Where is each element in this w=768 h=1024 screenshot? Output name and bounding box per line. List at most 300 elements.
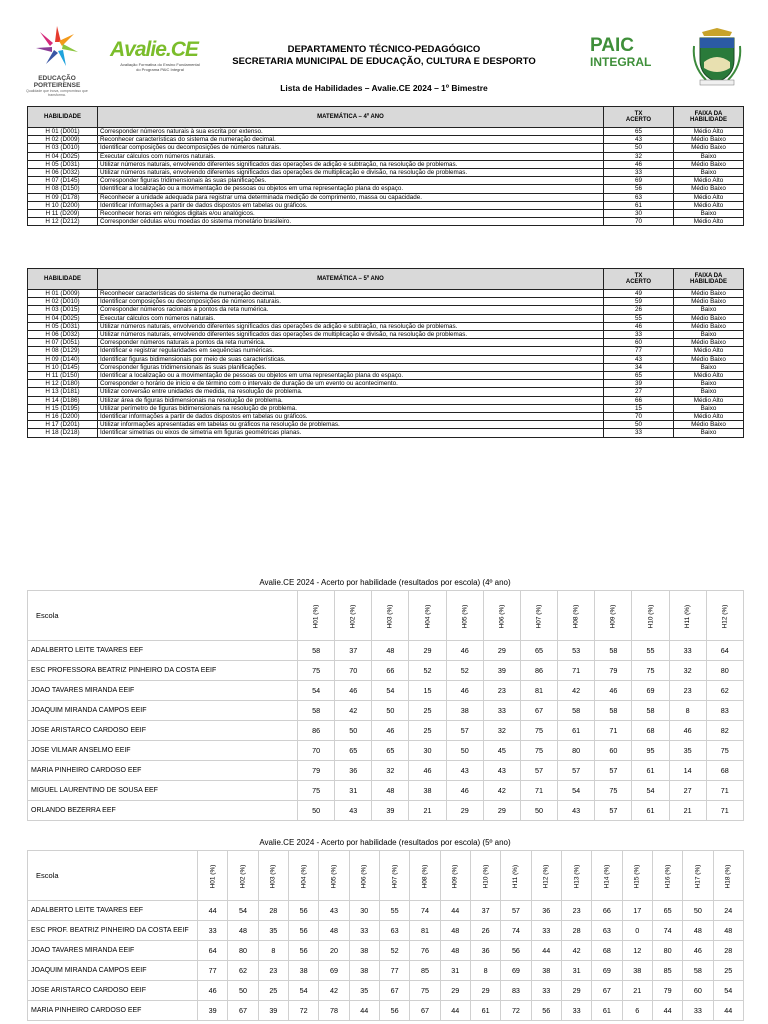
- acerto-value: 75: [520, 721, 557, 741]
- habilidade-column-label: H11 (%): [512, 864, 520, 889]
- habilidade-column-label: H01 (%): [209, 864, 217, 889]
- acerto-value: 66: [592, 901, 622, 921]
- habilidade-column-header: [298, 591, 335, 641]
- page-subtitle: Lista de Habilidades – Avalie.CE 2024 – 1º Bimestre: [280, 83, 488, 93]
- acerto-value: 80: [558, 741, 595, 761]
- tx-acerto-value: 50: [604, 421, 674, 429]
- table-row: [28, 413, 744, 421]
- acerto-value: 43: [558, 801, 595, 821]
- acerto-value: 50: [335, 721, 372, 741]
- tx-acerto-value: 50: [604, 144, 674, 152]
- tx-acerto-value: 77: [604, 347, 674, 355]
- table-row: [28, 193, 744, 201]
- acerto-value: 58: [595, 701, 632, 721]
- habilidade-code: H 16 (D200): [28, 413, 98, 421]
- acerto-value: 23: [561, 901, 591, 921]
- col-habilidade: HABILIDADE: [28, 107, 98, 128]
- acerto-value: 79: [652, 981, 682, 1001]
- habilidade-column-header: [335, 591, 372, 641]
- educacao-logo-line1: EDUCAÇÃO: [38, 75, 76, 82]
- acerto-value: 85: [652, 961, 682, 981]
- acerto-value: 39: [372, 801, 409, 821]
- acerto-value: 68: [632, 721, 669, 741]
- tx-acerto-value: 26: [604, 306, 674, 314]
- acerto-value: 44: [713, 1001, 743, 1021]
- habilidade-column-label: H11 (%): [684, 604, 692, 629]
- acerto-value: 43: [335, 801, 372, 821]
- acerto-value: 46: [446, 641, 483, 661]
- acerto-value: 15: [409, 681, 446, 701]
- habilidade-code: H 17 (D201): [28, 421, 98, 429]
- acerto-value: 46: [669, 721, 706, 741]
- acerto-value: 28: [258, 901, 288, 921]
- results-4-ano-title: Avalie.CE 2024 - Acerto por habilidade (resultados por escola) (4º ano): [259, 578, 511, 587]
- table-row: [28, 429, 744, 437]
- table-row: [28, 210, 744, 218]
- habilidade-column-header: [288, 851, 318, 901]
- habilidade-column-header: [706, 591, 743, 641]
- acerto-value: 24: [713, 901, 743, 921]
- acerto-value: 14: [669, 761, 706, 781]
- tx-label: TX: [634, 273, 643, 279]
- table-row: [28, 801, 744, 821]
- habilidade-description: Utilizar números naturais, envolvendo diferentes significados das operações de multiplicação e divisão, na resolução de problemas.: [98, 169, 604, 177]
- acerto-value: 42: [561, 941, 591, 961]
- habilidade-column-header: [446, 591, 483, 641]
- tx-acerto-value: 15: [604, 404, 674, 412]
- habilidade-description: Utilizar informações apresentadas em tabelas ou gráficos na resolução de problemas.: [98, 421, 604, 429]
- results-5-ano-title: Avalie.CE 2024 - Acerto por habilidade (resultados por escola) (5º ano): [259, 838, 511, 847]
- acerto-value: 79: [595, 661, 632, 681]
- faixa-value: Baixo: [674, 363, 744, 371]
- avalie-ce-logo: [110, 38, 210, 88]
- habilidade-code: H 02 (D010): [28, 298, 98, 306]
- acerto-value: 67: [228, 1001, 258, 1021]
- star-flower-icon: [22, 22, 92, 70]
- table-row: [28, 941, 744, 961]
- acerto-value: 38: [409, 781, 446, 801]
- acerto-value: 56: [288, 921, 318, 941]
- acerto-value: 67: [410, 1001, 440, 1021]
- acerto-value: 48: [228, 921, 258, 941]
- acerto-value: 58: [632, 701, 669, 721]
- tx-acerto-value: 60: [604, 339, 674, 347]
- acerto-value: 17: [622, 901, 652, 921]
- habilidade-column-label: H16 (%): [664, 864, 672, 889]
- table-row: [28, 314, 744, 322]
- acerto-value: 71: [595, 721, 632, 741]
- habilidade-code: H 03 (D015): [28, 306, 98, 314]
- acerto-value: 65: [520, 641, 557, 661]
- habilidades-4-ano-table: [27, 106, 744, 226]
- table-row: [28, 701, 744, 721]
- acerto-value: 77: [379, 961, 409, 981]
- acerto-value: 28: [561, 921, 591, 941]
- habilidade-column-label: H12 (%): [721, 604, 729, 629]
- acerto-value: 75: [520, 741, 557, 761]
- acerto-value: 33: [669, 641, 706, 661]
- tx-acerto-value: 27: [604, 388, 674, 396]
- habilidade-description: Reconhecer a unidade adequada para registrar uma determinada medição de comprimento, massa ou capacidade.: [98, 193, 604, 201]
- table-row: [28, 201, 744, 209]
- habilidade-column-header: [501, 851, 531, 901]
- col-faixa: [674, 107, 744, 128]
- table-row: [28, 128, 744, 136]
- tx-acerto-value: 59: [604, 298, 674, 306]
- acerto-label: ACERTO: [625, 279, 652, 285]
- habilidade-description: Identificar e registrar regularidades em sequências numéricas.: [98, 347, 604, 355]
- habilidade-column-label: H15 (%): [633, 864, 641, 889]
- habilidade-description: Corresponder números racionais a pontos da reta numérica.: [98, 306, 604, 314]
- acerto-value: 70: [335, 661, 372, 681]
- acerto-value: 56: [501, 941, 531, 961]
- table-row: [28, 290, 744, 298]
- habilidade-code: H 08 (D150): [28, 185, 98, 193]
- acerto-value: 57: [558, 761, 595, 781]
- habilidade-code: H 05 (D031): [28, 160, 98, 168]
- acerto-value: 48: [440, 941, 470, 961]
- acerto-value: 56: [288, 901, 318, 921]
- habilidade-column-label: H02 (%): [349, 604, 357, 629]
- faixa-value: Médio Baixo: [674, 144, 744, 152]
- acerto-value: 0: [622, 921, 652, 941]
- faixa-value: Médio Alto: [674, 193, 744, 201]
- acerto-value: 8: [669, 701, 706, 721]
- habilidade-code: H 08 (D129): [28, 347, 98, 355]
- habilidades-5-ano-table: [27, 268, 744, 438]
- tx-acerto-value: 61: [604, 201, 674, 209]
- acerto-value: 48: [683, 921, 713, 941]
- acerto-value: 50: [228, 981, 258, 1001]
- habilidade-description: Utilizar perímetro de figuras bidimensionais na resolução de problema.: [98, 404, 604, 412]
- habilidade-code: H 11 (D150): [28, 372, 98, 380]
- header-titles: [200, 44, 568, 68]
- habilidade-column-label: H06 (%): [360, 864, 368, 889]
- acerto-value: 37: [335, 641, 372, 661]
- tx-acerto-value: 33: [604, 169, 674, 177]
- acerto-value: 33: [683, 1001, 713, 1021]
- tx-acerto-value: 49: [604, 290, 674, 298]
- faixa-value: Baixo: [674, 429, 744, 437]
- habilidade-description: Identificar a localização ou a movimentação de pessoas ou objetos em uma representação plana do espaço.: [98, 185, 604, 193]
- acerto-value: 69: [319, 961, 349, 981]
- acerto-value: 31: [561, 961, 591, 981]
- acerto-value: 45: [483, 741, 520, 761]
- acerto-value: 48: [372, 781, 409, 801]
- acerto-value: 28: [713, 941, 743, 961]
- acerto-value: 67: [520, 701, 557, 721]
- acerto-value: 79: [298, 761, 335, 781]
- habilidade-code: H 01 (D009): [28, 290, 98, 298]
- habilidade-column-label: H05 (%): [461, 604, 469, 629]
- acerto-value: 33: [561, 1001, 591, 1021]
- acerto-value: 61: [632, 801, 669, 821]
- acerto-value: 31: [440, 961, 470, 981]
- acerto-value: 56: [379, 1001, 409, 1021]
- acerto-value: 29: [409, 641, 446, 661]
- faixa-value: Baixo: [674, 404, 744, 412]
- habilidade-column-label: H14 (%): [603, 864, 611, 889]
- avalie-caption1: Avaliação Formativa do Ensino Fundamental: [120, 62, 200, 67]
- table-row: [28, 331, 744, 339]
- table-row: [28, 185, 744, 193]
- acerto-value: 48: [713, 921, 743, 941]
- acerto-value: 53: [558, 641, 595, 661]
- habilidade-column-header: [470, 851, 500, 901]
- acerto-value: 35: [258, 921, 288, 941]
- acerto-value: 37: [470, 901, 500, 921]
- habilidade-column-header: [440, 851, 470, 901]
- table-row: [28, 404, 744, 412]
- acerto-value: 62: [228, 961, 258, 981]
- habilidade-code: H 10 (D145): [28, 363, 98, 371]
- acerto-value: 57: [501, 901, 531, 921]
- escola-name: JOAO TAVARES MIRANDA EEIF: [28, 941, 198, 961]
- faixa-value: Médio Alto: [674, 347, 744, 355]
- acerto-value: 38: [531, 961, 561, 981]
- paic-integral-wordmark: INTEGRAL: [590, 55, 652, 69]
- acerto-value: 43: [483, 761, 520, 781]
- tx-acerto-value: 65: [604, 128, 674, 136]
- acerto-value: 29: [561, 981, 591, 1001]
- habilidade-column-label: H18 (%): [724, 864, 732, 889]
- acerto-value: 85: [410, 961, 440, 981]
- escola-name: JOSE ARISTARCO CARDOSO EEIF: [28, 721, 298, 741]
- col-matematica-5: MATEMÁTICA – 5º ANO: [98, 269, 604, 290]
- acerto-value: 55: [632, 641, 669, 661]
- table-row: [28, 981, 744, 1001]
- acerto-value: 39: [198, 1001, 228, 1021]
- acerto-value: 43: [446, 761, 483, 781]
- acerto-value: 25: [409, 701, 446, 721]
- acerto-value: 32: [669, 661, 706, 681]
- secretary-title: SECRETARIA MUNICIPAL DE EDUCAÇÃO, CULTURA E DESPORTO: [232, 56, 536, 67]
- faixa-value: Médio Alto: [674, 201, 744, 209]
- habilidade-column-header: [258, 851, 288, 901]
- acerto-value: 50: [446, 741, 483, 761]
- habilidade-column-header: [683, 851, 713, 901]
- acerto-value: 72: [288, 1001, 318, 1021]
- faixa-label: FAIXA DA: [694, 273, 723, 279]
- acerto-value: 78: [319, 1001, 349, 1021]
- table-row: [28, 347, 744, 355]
- escola-name: ADALBERTO LEITE TAVARES EEF: [28, 641, 298, 661]
- table-row: [28, 741, 744, 761]
- acerto-value: 12: [622, 941, 652, 961]
- acerto-value: 62: [706, 681, 743, 701]
- escola-name: JOAQUIM MIRANDA CAMPOS EEIF: [28, 701, 298, 721]
- habilidade-column-label: H17 (%): [694, 864, 702, 889]
- acerto-value: 56: [531, 1001, 561, 1021]
- acerto-value: 52: [409, 661, 446, 681]
- acerto-value: 25: [258, 981, 288, 1001]
- habilidade-description: Executar cálculos com números naturais.: [98, 152, 604, 160]
- acerto-value: 50: [683, 901, 713, 921]
- acerto-value: 52: [379, 941, 409, 961]
- acerto-value: 74: [501, 921, 531, 941]
- acerto-value: 66: [372, 661, 409, 681]
- habilidade-code: H 02 (D009): [28, 136, 98, 144]
- faixa-value: Médio Baixo: [674, 421, 744, 429]
- habilidade-column-header: [520, 591, 557, 641]
- tx-acerto-value: 63: [604, 193, 674, 201]
- acerto-value: 39: [258, 1001, 288, 1021]
- acerto-value: 44: [440, 1001, 470, 1021]
- acerto-value: 33: [483, 701, 520, 721]
- table-row: [28, 388, 744, 396]
- faixa-value: Médio Baixo: [674, 314, 744, 322]
- habilidade-column-header: [592, 851, 622, 901]
- faixa-value: Baixo: [674, 210, 744, 218]
- habilidade-code: H 15 (D195): [28, 404, 98, 412]
- col-tx-acerto: [604, 107, 674, 128]
- acerto-value: 8: [258, 941, 288, 961]
- tx-acerto-value: 46: [604, 322, 674, 330]
- acerto-value: 72: [501, 1001, 531, 1021]
- habilidade-code: H 10 (D200): [28, 201, 98, 209]
- habilidade-description: Corresponder números naturais a pontos da reta numérica.: [98, 339, 604, 347]
- acerto-value: 46: [446, 681, 483, 701]
- avalie-ce-wordmark: Avalie.CE: [110, 38, 198, 61]
- habilidade-code: H 06 (D032): [28, 169, 98, 177]
- table-row: [28, 322, 744, 330]
- acerto-value: 29: [483, 641, 520, 661]
- acerto-value: 57: [595, 761, 632, 781]
- habilidade-column-label: H05 (%): [330, 864, 338, 889]
- table-row: [28, 1001, 744, 1021]
- faixa-value: Baixo: [674, 380, 744, 388]
- acerto-value: 52: [446, 661, 483, 681]
- acerto-value: 83: [501, 981, 531, 1001]
- acerto-value: 75: [298, 661, 335, 681]
- acerto-value: 63: [379, 921, 409, 941]
- habilidade-column-header: [483, 591, 520, 641]
- tx-acerto-value: 70: [604, 413, 674, 421]
- tx-acerto-value: 56: [604, 185, 674, 193]
- acerto-value: 68: [706, 761, 743, 781]
- acerto-value: 38: [349, 961, 379, 981]
- tx-acerto-value: 39: [604, 380, 674, 388]
- acerto-value: 20: [319, 941, 349, 961]
- habilidade-description: Corresponder figuras tridimensionais às suas planificações.: [98, 363, 604, 371]
- table-row: [28, 339, 744, 347]
- acerto-value: 25: [409, 721, 446, 741]
- acerto-value: 86: [520, 661, 557, 681]
- acerto-value: 54: [632, 781, 669, 801]
- habilidade-description: Identificar a localização ou a movimentação de pessoas ou objetos em uma representação plana do espaço.: [98, 372, 604, 380]
- municipal-coat-of-arms: [690, 26, 744, 88]
- acerto-value: 71: [558, 661, 595, 681]
- paic-integral-logo: [590, 36, 670, 76]
- faixa-value: Médio Baixo: [674, 298, 744, 306]
- acerto-value: 31: [335, 781, 372, 801]
- habilidade-description: Reconhecer características do sistema de numeração decimal.: [98, 290, 604, 298]
- acerto-value: 6: [622, 1001, 652, 1021]
- escola-name: MIGUEL LAURENTINO DE SOUSA EEF: [28, 781, 298, 801]
- habilidade-column-header: [713, 851, 743, 901]
- escola-name: JOAO TAVARES MIRANDA EEIF: [28, 681, 298, 701]
- faixa-value: Médio Alto: [674, 372, 744, 380]
- faixa-value: Baixo: [674, 306, 744, 314]
- habilidade-column-header: [379, 851, 409, 901]
- acerto-value: 58: [298, 701, 335, 721]
- acerto-value: 81: [410, 921, 440, 941]
- acerto-value: 67: [592, 981, 622, 1001]
- acerto-value: 55: [379, 901, 409, 921]
- acerto-value: 21: [669, 801, 706, 821]
- table-row: [28, 380, 744, 388]
- paic-wordmark: PAIC: [590, 35, 634, 56]
- acerto-value: 44: [531, 941, 561, 961]
- habilidade-column-label: H09 (%): [609, 604, 617, 629]
- habilidade-description: Corresponder cédulas e/ou moedas do sistema monetário brasileiro.: [98, 218, 604, 226]
- acerto-value: 75: [595, 781, 632, 801]
- habilidade-column-header: [319, 851, 349, 901]
- habilidade-code: H 05 (D031): [28, 322, 98, 330]
- habilidade-description: Utilizar conversão entre unidades de medida, na resolução de problema.: [98, 388, 604, 396]
- habilidade-column-header: [198, 851, 228, 901]
- escola-name: ADALBERTO LEITE TAVARES EEF: [28, 901, 198, 921]
- col-tx-acerto: [604, 269, 674, 290]
- results-4-ano-table: [27, 590, 744, 821]
- habilidade-code: H 09 (D178): [28, 193, 98, 201]
- acerto-value: 75: [410, 981, 440, 1001]
- habilidade-column-header: [669, 591, 706, 641]
- tx-acerto-value: 43: [604, 136, 674, 144]
- acerto-value: 63: [592, 921, 622, 941]
- escola-header: Escola: [28, 591, 298, 641]
- tx-label: TX: [634, 111, 643, 117]
- habilidade-column-header: [409, 591, 446, 641]
- acerto-value: 33: [198, 921, 228, 941]
- habilidade-description: Identificar figuras bidimensionais por meio de suas características.: [98, 355, 604, 363]
- table-row: [28, 921, 744, 941]
- col-habilidade: HABILIDADE: [28, 269, 98, 290]
- acerto-value: 46: [198, 981, 228, 1001]
- acerto-value: 58: [683, 961, 713, 981]
- acerto-value: 65: [652, 901, 682, 921]
- habilidade-code: H 04 (D025): [28, 314, 98, 322]
- habilidade-column-label: H10 (%): [482, 864, 490, 889]
- acerto-value: 61: [632, 761, 669, 781]
- acerto-value: 54: [372, 681, 409, 701]
- table-row: [28, 136, 744, 144]
- acerto-value: 65: [372, 741, 409, 761]
- acerto-value: 80: [706, 661, 743, 681]
- faixa-value: Médio Baixo: [674, 185, 744, 193]
- escola-header: Escola: [28, 851, 198, 901]
- acerto-value: 58: [558, 701, 595, 721]
- habilidade-column-header: [632, 591, 669, 641]
- habilidade-code: H 14 (D186): [28, 396, 98, 404]
- table-row: [28, 160, 744, 168]
- department-title: DEPARTAMENTO TÉCNICO-PEDAGÓGICO: [287, 44, 481, 55]
- tx-acerto-value: 46: [604, 160, 674, 168]
- table-row: [28, 761, 744, 781]
- tx-acerto-value: 34: [604, 363, 674, 371]
- acerto-value: 44: [198, 901, 228, 921]
- acerto-value: 33: [349, 921, 379, 941]
- acerto-value: 86: [298, 721, 335, 741]
- table-row: [28, 721, 744, 741]
- acerto-value: 46: [595, 681, 632, 701]
- faixa-value: Médio Baixo: [674, 136, 744, 144]
- habilidade-description: Utilizar números naturais, envolvendo diferentes significados das operações de multiplicação e divisão, na resolução de problemas.: [98, 331, 604, 339]
- habilidade-code: H 07 (D145): [28, 177, 98, 185]
- coat-of-arms-icon: [690, 26, 744, 88]
- habilidade-column-label: H04 (%): [424, 604, 432, 629]
- habilidade-column-header: [349, 851, 379, 901]
